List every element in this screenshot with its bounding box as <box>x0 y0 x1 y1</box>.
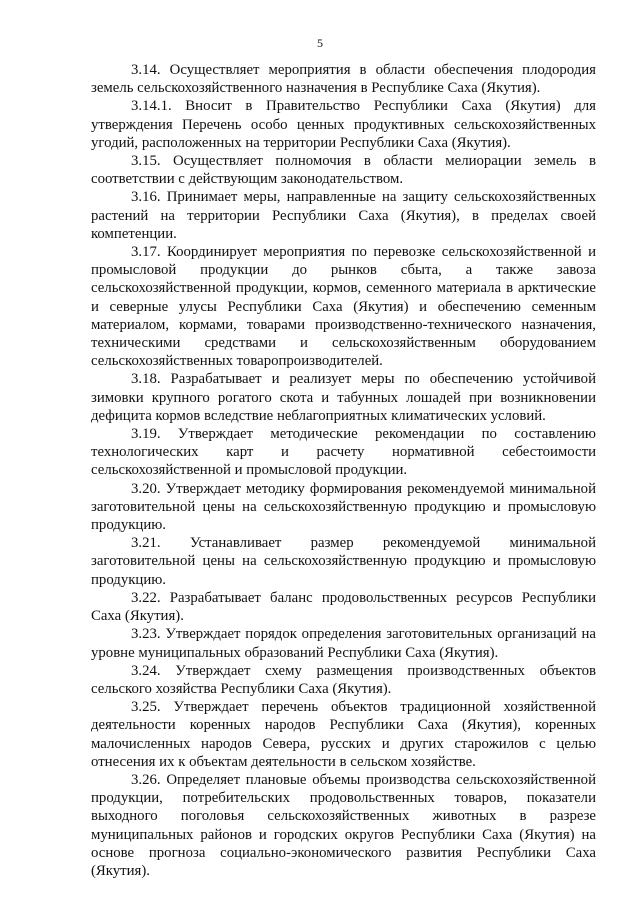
document-body <box>91 61 596 880</box>
paragraph-3-14: 3.14. Осуществляет мероприятия в области обеспечения плодородия земель сельскохозяйственного назначения в Республике Саха (Якутия). <box>91 62 596 97</box>
paragraph-3-26: 3.26. Определяет плановые объемы производства сельскохозяйственной продукции, потребительских продовольственных товаров, показатели выходного поголовья сельскохозяйственных животных в разрезе муниципальных районов и городских округов Республики Саха (Якутия) на основе прогноза социально-экономического развития Республики Саха (Якутия). <box>91 771 596 879</box>
paragraph-3-21: 3.21. Устанавливает размер рекомендуемой минимальной заготовительной цены на сельскохозяйственную продукцию и промысловую продукцию. <box>91 535 596 588</box>
paragraph-3-15: 3.15. Осуществляет полномочия в области мелиорации земель в соответствии с действующим законодательством. <box>91 153 596 188</box>
paragraph-3-16: 3.16. Принимает меры, направленные на защиту сельскохозяйственных растений на территории Республики Саха (Якутия), в пределах своей компетенции. <box>91 189 596 242</box>
paragraph-3-14-1: 3.14.1. Вносит в Правительство Республики Саха (Якутия) для утверждения Перечень особо ценных продуктивных сельскохозяйственных угодий, расположенных на территории Республики Саха (Якутия). <box>91 98 596 151</box>
paragraph-3-25: 3.25. Утверждает перечень объектов традиционной хозяйственной деятельности коренных народов Республики Саха (Якутия), коренных малочисленных народов Севера, русских и других старожилов с целью отнесения их к объектам деятельности в сельском хозяйстве. <box>91 699 596 770</box>
paragraph-3-22: 3.22. Разрабатывает баланс продовольственных ресурсов Республики Саха (Якутия). <box>91 589 596 625</box>
paragraph-3-18: 3.18. Разрабатывает и реализует меры по обеспечению устойчивой зимовки крупного рогатого скота и табунных лошадей при возникновении дефицита кормов вследствие неблагоприятных климатических условий. <box>91 371 596 424</box>
paragraph-3-23: 3.23. Утверждает порядок определения заготовительных организаций на уровне муниципальных образований Республики Саха (Якутия). <box>91 626 596 661</box>
page-number: 5 <box>317 36 323 50</box>
paragraph-3-24: 3.24. Утверждает схему размещения производственных объектов сельского хозяйства Республики Саха (Якутия). <box>91 662 596 697</box>
paragraph-3-17: 3.17. Координирует мероприятия по перевозке сельскохозяйственной и промысловой продукции до рынков сбыта, а также завоза сельскохозяйственной продукции, кормов, семенного материала в арктические и северные улусы Республики Саха (Якутия) и обеспечению семенным материалом, кормами, товарами производственно-технического назначения, техническими средствами и сельскохозяйственным оборудованием сельскохозяйственных товаропроизводителей. <box>91 244 596 370</box>
paragraph-3-20: 3.20. Утверждает методику формирования рекомендуемой минимальной заготовительной цены на сельскохозяйственную продукцию и промысловую продукцию. <box>91 480 596 534</box>
paragraph-3-19: 3.19. Утверждает методические рекомендации по составлению технологических карт и расчету нормативной себестоимости сельскохозяйственной и промысловой продукции. <box>91 426 596 479</box>
